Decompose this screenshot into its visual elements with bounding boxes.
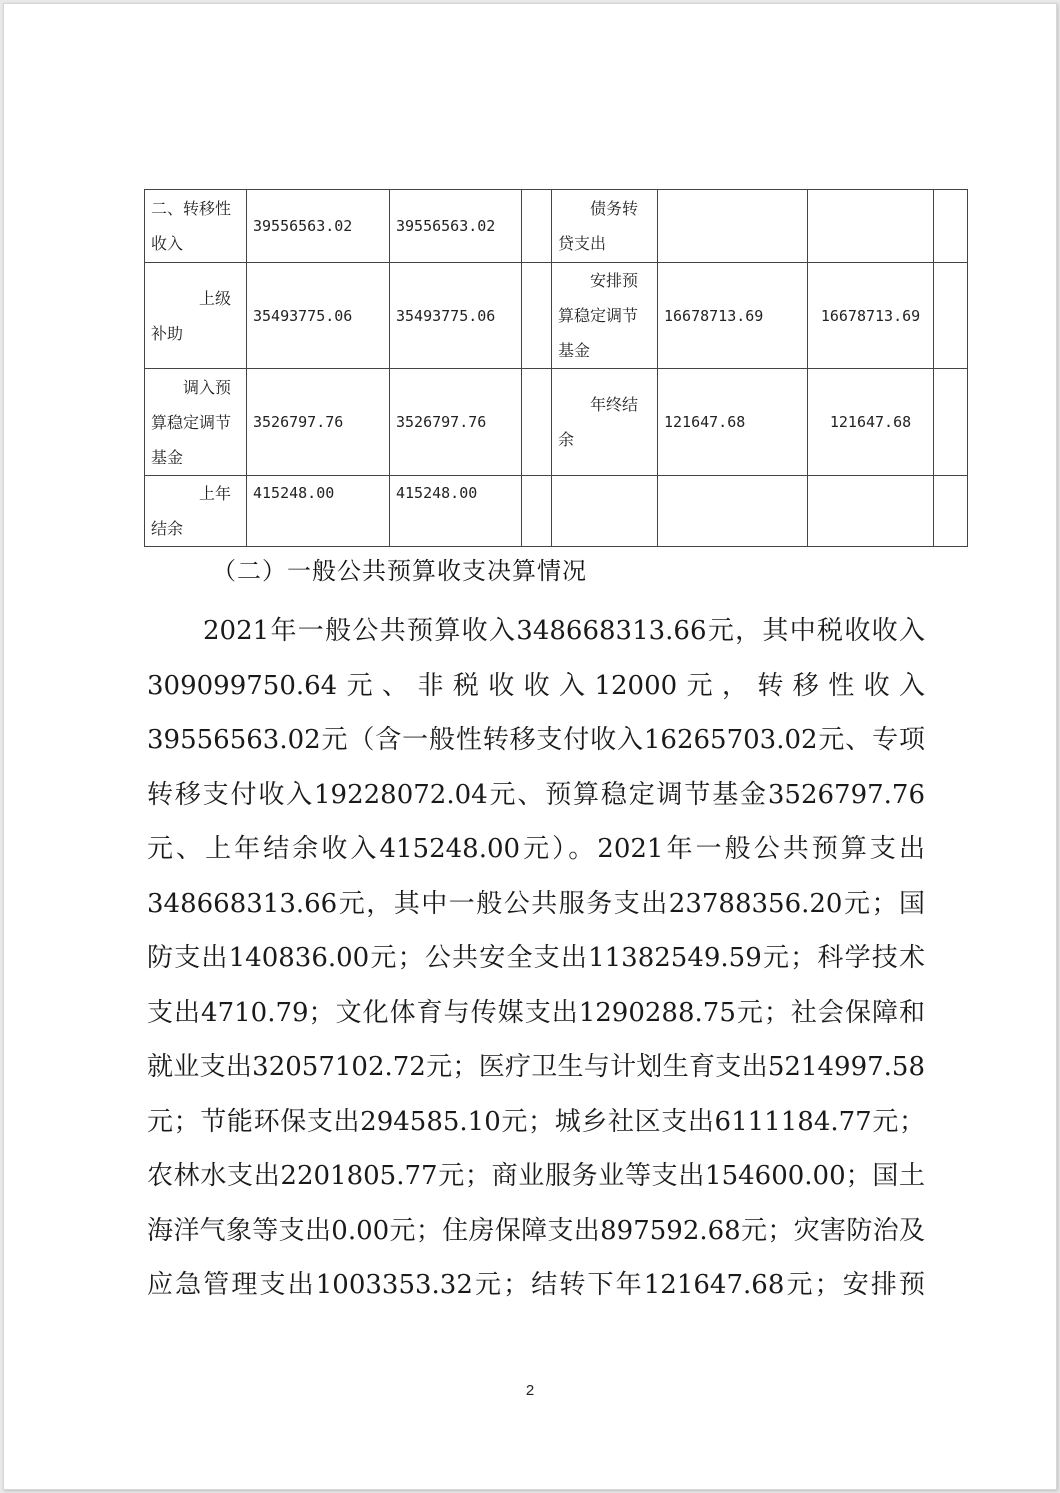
- row-label: 二、转移性收入: [145, 190, 247, 263]
- cell-blank: [522, 263, 552, 369]
- row-label: 上年结余: [145, 476, 247, 547]
- cell-blank: [934, 369, 968, 476]
- expense-label: [552, 476, 658, 547]
- cell-expense-budget: 121647.68: [658, 369, 808, 476]
- cell-expense-budget: [658, 476, 808, 547]
- cell-budget: 3526797.76: [247, 369, 390, 476]
- cell-expense-actual: [808, 190, 934, 263]
- cell-blank: [522, 190, 552, 263]
- cell-budget: 415248.00: [247, 476, 390, 547]
- budget-table: [144, 189, 968, 547]
- table-row: [145, 476, 968, 547]
- expense-label: 安排预算稳定调节基金: [552, 263, 658, 369]
- cell-expense-budget: [658, 190, 808, 263]
- cell-blank: [934, 190, 968, 263]
- cell-expense-actual: [808, 476, 934, 547]
- cell-blank: [934, 476, 968, 547]
- table-row: [145, 263, 968, 369]
- cell-actual: 39556563.02: [390, 190, 522, 263]
- body-paragraph: 2021年一般公共预算收入348668313.66元，其中税收收入309099750.64元、非税收收入12000元，转移性收入39556563.02元（含一般性转移支付收入16265703.02元、专项转移支付收入19228072.04元、预算稳定调节基金3526797.76元、上年结余收入415248.00元）。2021年一般公共预算支出348668313.66元，其中一般公共服务支出23788356.20元；国防支出140836.00元；公共安全支出11382549.59元；科学技术支出4710.79；文化体育与传媒支出1290288.75元；社会保障和就业支出32057102.72元；医疗卫生与计划生育支出5214997.58元；节能环保支出294585.10元；城乡社区支出6111184.77元；农林水支出2201805.77元；商业服务业等支出154600.00；国土海洋气象等支出0.00元；住房保障支出897592.68元；灾害防治及应急管理支出1003353.32元；结转下年121647.68元；安排预: [147, 616, 925, 1300]
- expense-label: 年终结余: [552, 369, 658, 476]
- section-heading: （二）一般公共预算收支决算情况: [212, 557, 587, 585]
- cell-budget: 39556563.02: [247, 190, 390, 263]
- expense-label: 债务转贷支出: [552, 190, 658, 263]
- cell-actual: 35493775.06: [390, 263, 522, 369]
- cell-expense-actual: 16678713.69: [808, 263, 934, 369]
- cell-expense-actual: 121647.68: [808, 369, 934, 476]
- table-row: [145, 369, 968, 476]
- row-label: 上级补助: [145, 263, 247, 369]
- cell-actual: 3526797.76: [390, 369, 522, 476]
- cell-blank: [522, 369, 552, 476]
- row-label: 调入预算稳定调节基金: [145, 369, 247, 476]
- page-number: 2: [525, 1382, 535, 1399]
- cell-actual: 415248.00: [390, 476, 522, 547]
- table-row: [145, 190, 968, 263]
- cell-expense-budget: 16678713.69: [658, 263, 808, 369]
- cell-budget: 35493775.06: [247, 263, 390, 369]
- cell-blank: [934, 263, 968, 369]
- cell-blank: [522, 476, 552, 547]
